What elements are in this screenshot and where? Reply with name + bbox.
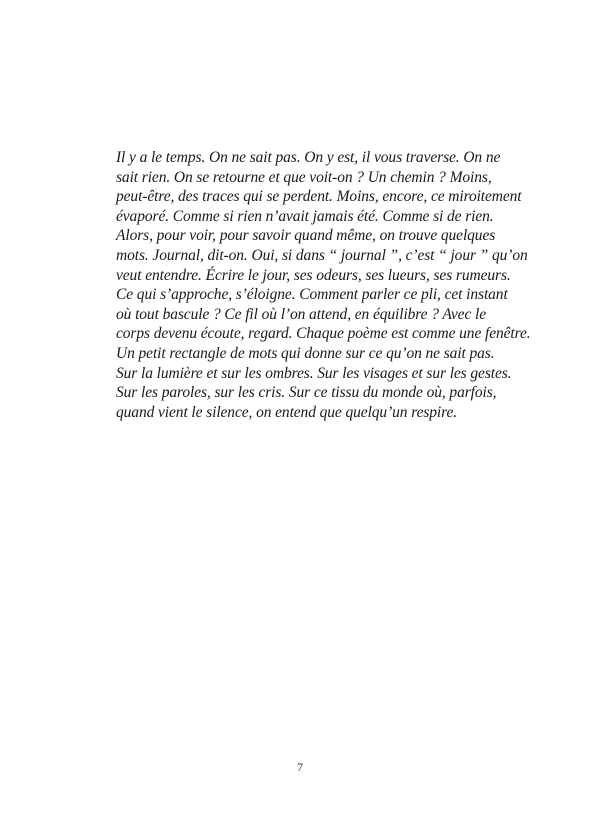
text-line: évaporé. Comme si rien n’avait jamais été. Comme si de rien. [116, 207, 494, 225]
text-line: sait rien. On se retourne et que voit-on ? Un chemin ? Moins, [116, 168, 492, 186]
text-line: peut-être, des traces qui se perdent. Moins, encore, ce miroitement [116, 188, 522, 206]
text-line: Il y a le temps. On ne sait pas. On y est, il vous traverse. On ne [116, 149, 501, 166]
text-line: corps devenu écoute, regard. Chaque poème est comme une fenêtre. [116, 325, 531, 343]
text-line: Sur la lumière et sur les ombres. Sur les visages et sur les gestes. [116, 364, 512, 382]
text-line: où tout bascule ? Ce fil où l’on attend, en équilibre ? Avec le [116, 305, 486, 323]
page-number: 7 [297, 760, 303, 774]
text-line: veut entendre. Écrire le jour, ses odeurs, ses lueurs, ses rumeurs. [116, 266, 511, 284]
text-line: quand vient le silence, on entend que quelqu’un respire. [116, 403, 458, 421]
text-line: Ce qui s’approche, s’éloigne. Comment parler ce pli, cet instant [116, 286, 508, 304]
text-line: Alors, pour voir, pour savoir quand même, on trouve quelques [116, 227, 496, 245]
text-line: Un petit rectangle de mots qui donne sur ce qu’on ne sait pas. [116, 344, 495, 362]
text-line: Sur les paroles, sur les cris. Sur ce tissu du monde où, parfois, [116, 384, 497, 402]
text-line: mots. Journal, dit-on. Oui, si dans “ journal ”, c’est “ jour ” qu’on [116, 246, 528, 264]
body-paragraph [116, 148, 531, 422]
